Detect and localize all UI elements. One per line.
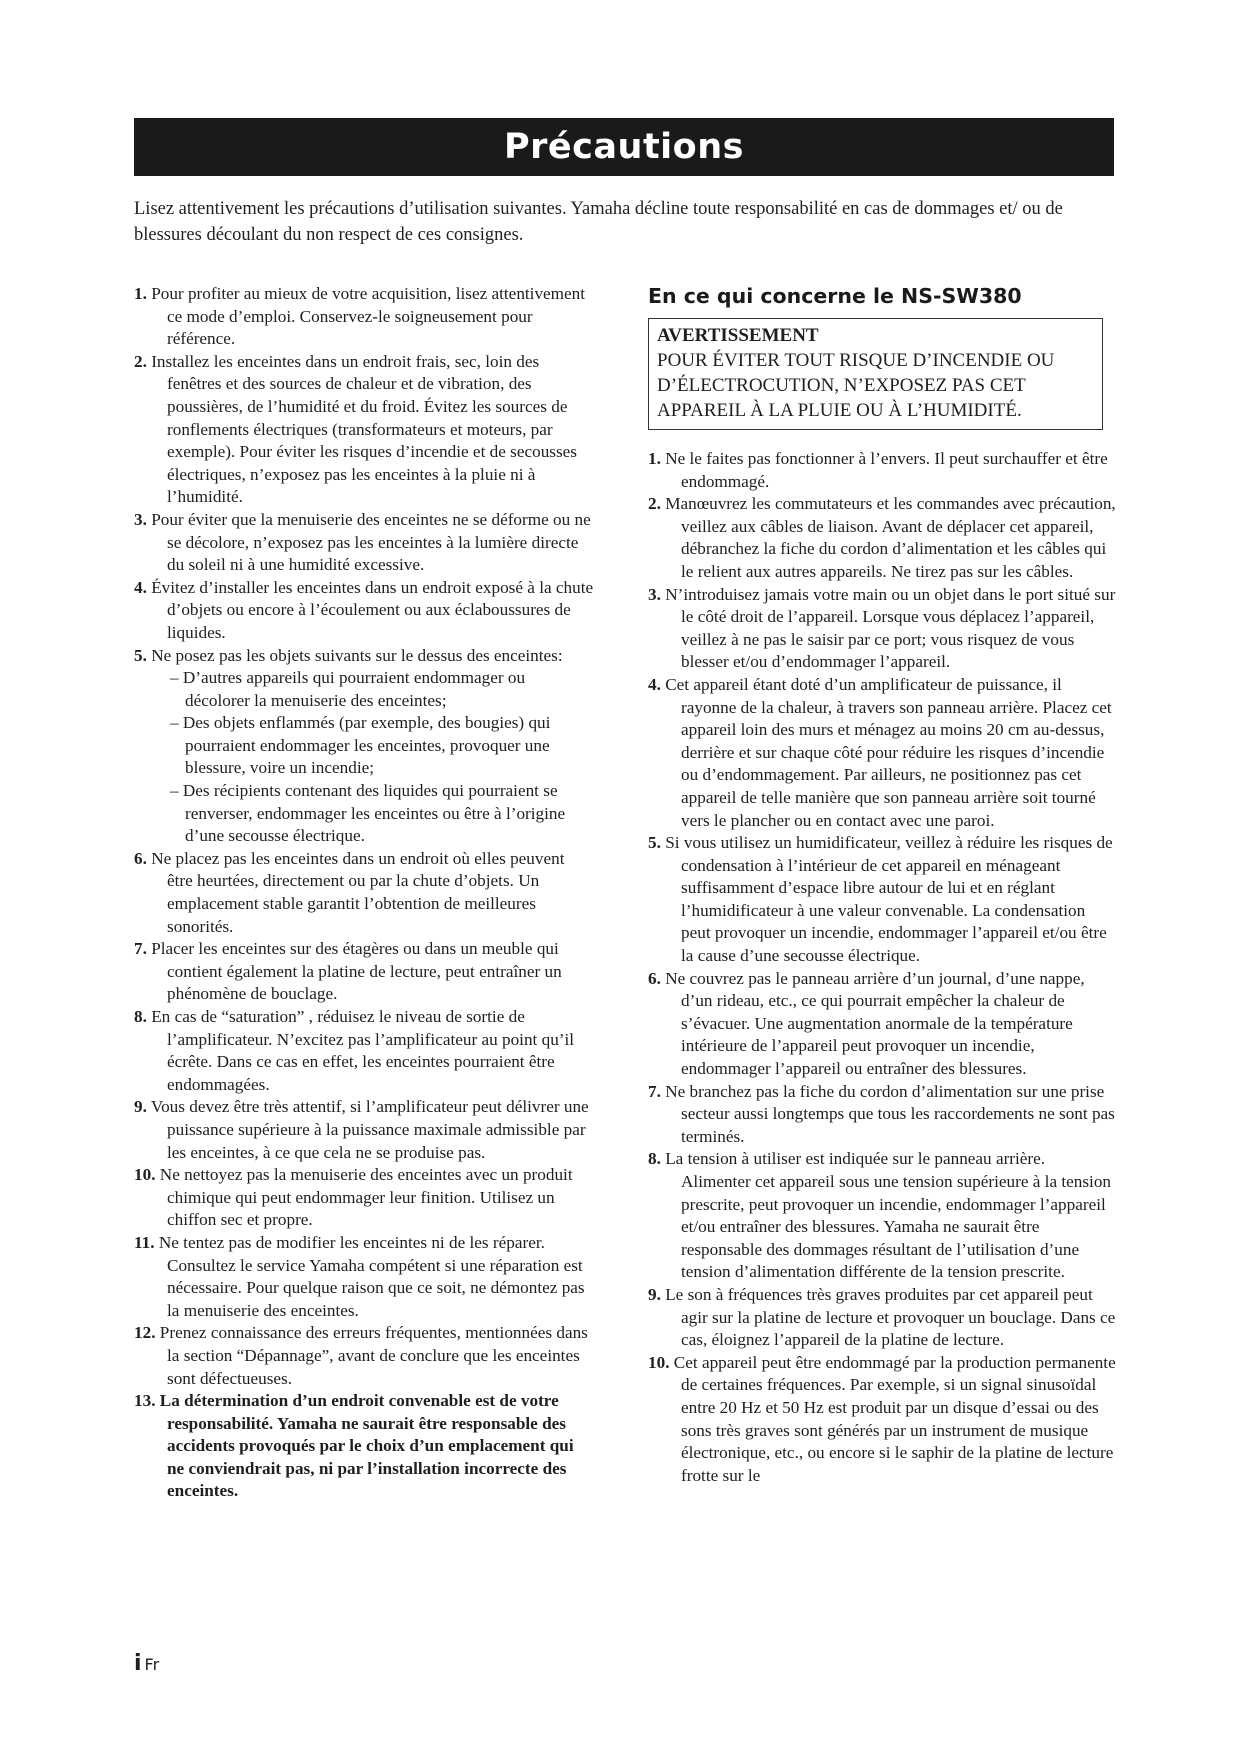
right-column — [648, 282, 1116, 1487]
item-number: 3. — [134, 509, 147, 529]
list-item — [648, 493, 1116, 583]
list-item — [134, 283, 594, 351]
item-text: Ne placez pas les enceintes dans un endroit où elles peuvent être heurtées, directement ou par la chute d’objets. Un emplacement stable garantit l’obtention de meilleures sonorités. — [151, 848, 565, 936]
sub-list-item: – Des objets enflammés (par exemple, des bougies) qui pourraient endommager les enceintes, provoquer une blessure, voire un incendie; — [170, 713, 551, 778]
list-item — [134, 1390, 594, 1503]
item-text: Le son à fréquences très graves produites par cet appareil peut agir sur la platine de lecture et provoquer un bouclage. Dans ce cas, éloignez l’appareil de la platine de lecture. — [665, 1284, 1116, 1350]
section-heading: En ce qui concerne le NS-SW380 — [648, 284, 1022, 308]
list-item — [648, 968, 1116, 1081]
page-footer — [134, 1651, 159, 1676]
list-item — [648, 1148, 1116, 1284]
sub-list — [167, 667, 594, 848]
item-text: Ne branchez pas la fiche du cordon d’alimentation sur une prise secteur aussi longtemps que tous les raccordements ne sont pas terminés. — [665, 1081, 1115, 1146]
list-item — [648, 448, 1116, 493]
list-item — [134, 645, 594, 848]
item-number: 8. — [648, 1149, 661, 1169]
item-text: La tension à utiliser est indiquée sur le panneau arrière. Alimenter cet appareil sous une tension supérieure à la tension prescrite, peut provoquer un incendie, endommager l’appareil et/ou entraîner des blessures. Yamaha ne saurait être responsable des dommages résultant de l’utilisation d’une tension d’alimentation différente de la tension prescrite. — [665, 1149, 1112, 1282]
item-text: Vous devez être très attentif, si l’amplificateur peut délivrer une puissance supérieure à la puissance maximale admissible par les enceintes, à ce que cela ne se produise pas. — [150, 1097, 589, 1162]
list-item — [648, 1352, 1116, 1488]
item-number: 4. — [134, 577, 147, 597]
item-text: Manœuvrez les commutateurs et les commandes avec précaution, veillez aux câbles de liaison. Avant de déplacer cet appareil, débranchez la fiche du cordon d’alimentation et les câbles qui le relient aux autres appareils. Ne tirez pas sur les câbles. — [665, 494, 1116, 581]
item-text: Pour éviter que la menuiserie des enceintes ne se déforme ou ne se décolore, n’exposez pas les enceintes à la lumière directe du soleil ni à une humidité excessive. — [151, 509, 591, 575]
item-text: Ne le faites pas fonctionner à l’envers. Il peut surchauffer et être endommagé. — [665, 449, 1108, 491]
item-number: 7. — [134, 939, 147, 959]
item-number: 10. — [134, 1165, 156, 1185]
item-text: Ne couvrez pas le panneau arrière d’un journal, d’une nappe, d’un rideau, etc., ce qui pourrait empêcher la chaleur de s’évacuer. Une augmentation anormale de la température intérieure de l’appareil peut provoquer un incendie, endommager l’appareil ou entraîner des blessures. — [665, 968, 1085, 1079]
item-number: 11. — [134, 1232, 155, 1252]
list-item — [134, 509, 594, 577]
item-number: 5. — [648, 833, 661, 853]
item-number: 6. — [648, 968, 661, 988]
left-precautions-list — [134, 283, 594, 1503]
item-number: 1. — [648, 449, 661, 468]
item-number: 6. — [134, 848, 147, 868]
page-title: Précautions — [134, 118, 1114, 176]
list-item — [134, 351, 594, 509]
item-number: 12. — [134, 1323, 156, 1343]
item-number: 4. — [648, 674, 661, 694]
item-text: La détermination d’un endroit convenable est de votre responsabilité. Yamaha ne saurait être responsable des accidents provoqués par le choix d’un emplacement qui ne conviendrait pas, ni par l’installation incorrecte des enceintes. — [159, 1391, 574, 1501]
list-item — [134, 1232, 594, 1322]
item-text: Évitez d’installer les enceintes dans un endroit exposé à la chute d’objets ou encore à l’écoulement ou aux éclaboussures de liquides. — [151, 577, 594, 642]
list-item — [648, 584, 1116, 674]
list-item — [134, 1322, 594, 1390]
item-text: Ne nettoyez pas la menuiserie des enceintes avec un produit chimique qui peut endommager leur finition. Utilisez un chiffon sec et propre. — [159, 1165, 573, 1230]
list-item — [134, 938, 594, 1006]
list-item — [648, 674, 1116, 832]
item-number: 8. — [134, 1007, 147, 1026]
item-number: 9. — [134, 1097, 147, 1117]
item-text: Ne posez pas les objets suivants sur le dessus des enceintes: — [151, 645, 563, 665]
item-number: 2. — [134, 351, 147, 371]
list-item — [134, 577, 594, 645]
item-text: Pour profiter au mieux de votre acquisition, lisez attentivement ce mode d’emploi. Conservez-le soigneusement pour référence. — [151, 284, 586, 349]
item-number: 7. — [648, 1081, 661, 1101]
left-column — [134, 283, 594, 1503]
list-item — [648, 1081, 1116, 1149]
warning-title: AVERTISSEMENT — [657, 325, 819, 346]
sub-list-item: – D’autres appareils qui pourraient endommager ou décolorer la menuiserie des enceintes; — [170, 668, 526, 710]
language-code: Fr — [144, 1655, 160, 1674]
item-text: N’introduisez jamais votre main ou un objet dans le port situé sur le côté droit de l’appareil. Lorsque vous déplacez l’appareil, veillez à ne pas le saisir par ce port; vous risquez de vous blesser et/ou d’endommager l’appareil. — [665, 584, 1116, 672]
item-number: 5. — [134, 645, 147, 665]
item-text: Cet appareil peut être endommagé par la production permanente de certaines fréquences. Par exemple, si un signal sinusoïdal entre 20 Hz et 50 Hz est produit par un disque d’essai ou des sons très graves sont générés par un instrument de musique électronique, etc., ou encore si le saphir de la platine de lecture frotte sur le — [673, 1352, 1116, 1485]
item-text: Placer les enceintes sur des étagères ou dans un meuble qui contient également la platine de lecture, peut entraîner un phénomène de bouclage. — [151, 939, 562, 1004]
item-text: Ne tentez pas de modifier les enceintes ni de les réparer. Consultez le service Yamaha compétent si une réparation est nécessaire. Pour quelque raison que ce soit, ne démontez pas la menuiserie des enceintes. — [158, 1232, 585, 1320]
list-item — [134, 848, 594, 938]
list-item — [134, 1164, 594, 1232]
sub-list-item: – Des récipients contenant des liquides qui pourraient se renverser, endommager les enceintes ou être à l’origine d’une secousse électrique. — [170, 781, 566, 846]
item-text: En cas de “saturation” , réduisez le niveau de sortie de l’amplificateur. N’excitez pas l’amplificateur au point qu’il écrête. Dans ce cas en effet, les enceintes pourraient être endommagées. — [151, 1007, 575, 1094]
item-text: Prenez connaissance des erreurs fréquentes, mentionnées dans la section “Dépannage”, avant de conclure que les enceintes sont défectueuses. — [159, 1323, 588, 1388]
list-item — [648, 832, 1116, 968]
warning-box — [648, 318, 1103, 430]
right-precautions-list — [648, 448, 1116, 1487]
item-text: Installez les enceintes dans un endroit frais, sec, loin des fenêtres et des sources de chaleur et de vibration, des poussières, de l’humidité et du froid. Évitez les sources de ronflements électriques (transformateurs et moteurs, par exemple). Pour éviter les risques d’incendie et de secousses électriques, n’exposez pas les enceintes à la pluie ni à l’humidité. — [151, 351, 577, 507]
item-text: Si vous utilisez un humidificateur, veillez à réduire les risques de condensation à l’intérieur de cet appareil en ménageant suffisamment d’espace libre autour de lui et en réglant l’humidificateur à une valeur convenable. La condensation peut provoquer un incendie, endommager l’appareil et/ou être la cause d’une secousse électrique. — [665, 833, 1113, 966]
intro-paragraph: Lisez attentivement les précautions d’utilisation suivantes. Yamaha décline toute responsabilité en cas de dommages et/ ou de blessures découlant du non respect de ces consignes. — [134, 199, 1063, 245]
item-text: Cet appareil étant doté d’un amplificateur de puissance, il rayonne de la chaleur, à travers son panneau arrière. Placez cet appareil loin des murs et ménagez au moins 20 cm au-dessus, derrière et sur chaque côté pour réduire les risques d’incendie ou d’endommagement. Par ailleurs, ne positionnez pas cet appareil de telle manière que son panneau arrière soit tourné vers le plancher ou en contact avec une paroi. — [665, 674, 1112, 830]
item-number: 13. — [134, 1391, 156, 1411]
list-item — [648, 1284, 1116, 1352]
list-item — [134, 1006, 594, 1096]
item-number: 10. — [648, 1352, 670, 1372]
warning-text: POUR ÉVITER TOUT RISQUE D’INCENDIE OU D’ÉLECTROCUTION, N’EXPOSEZ PAS CET APPAREIL À LA PLUIE OU À L’HUMIDITÉ. — [657, 350, 1055, 421]
item-number: 9. — [648, 1284, 661, 1304]
item-number: 3. — [648, 584, 661, 604]
list-item — [134, 1096, 594, 1164]
item-number: 1. — [134, 284, 147, 303]
item-number: 2. — [648, 494, 661, 514]
page-number: i — [134, 1651, 142, 1676]
